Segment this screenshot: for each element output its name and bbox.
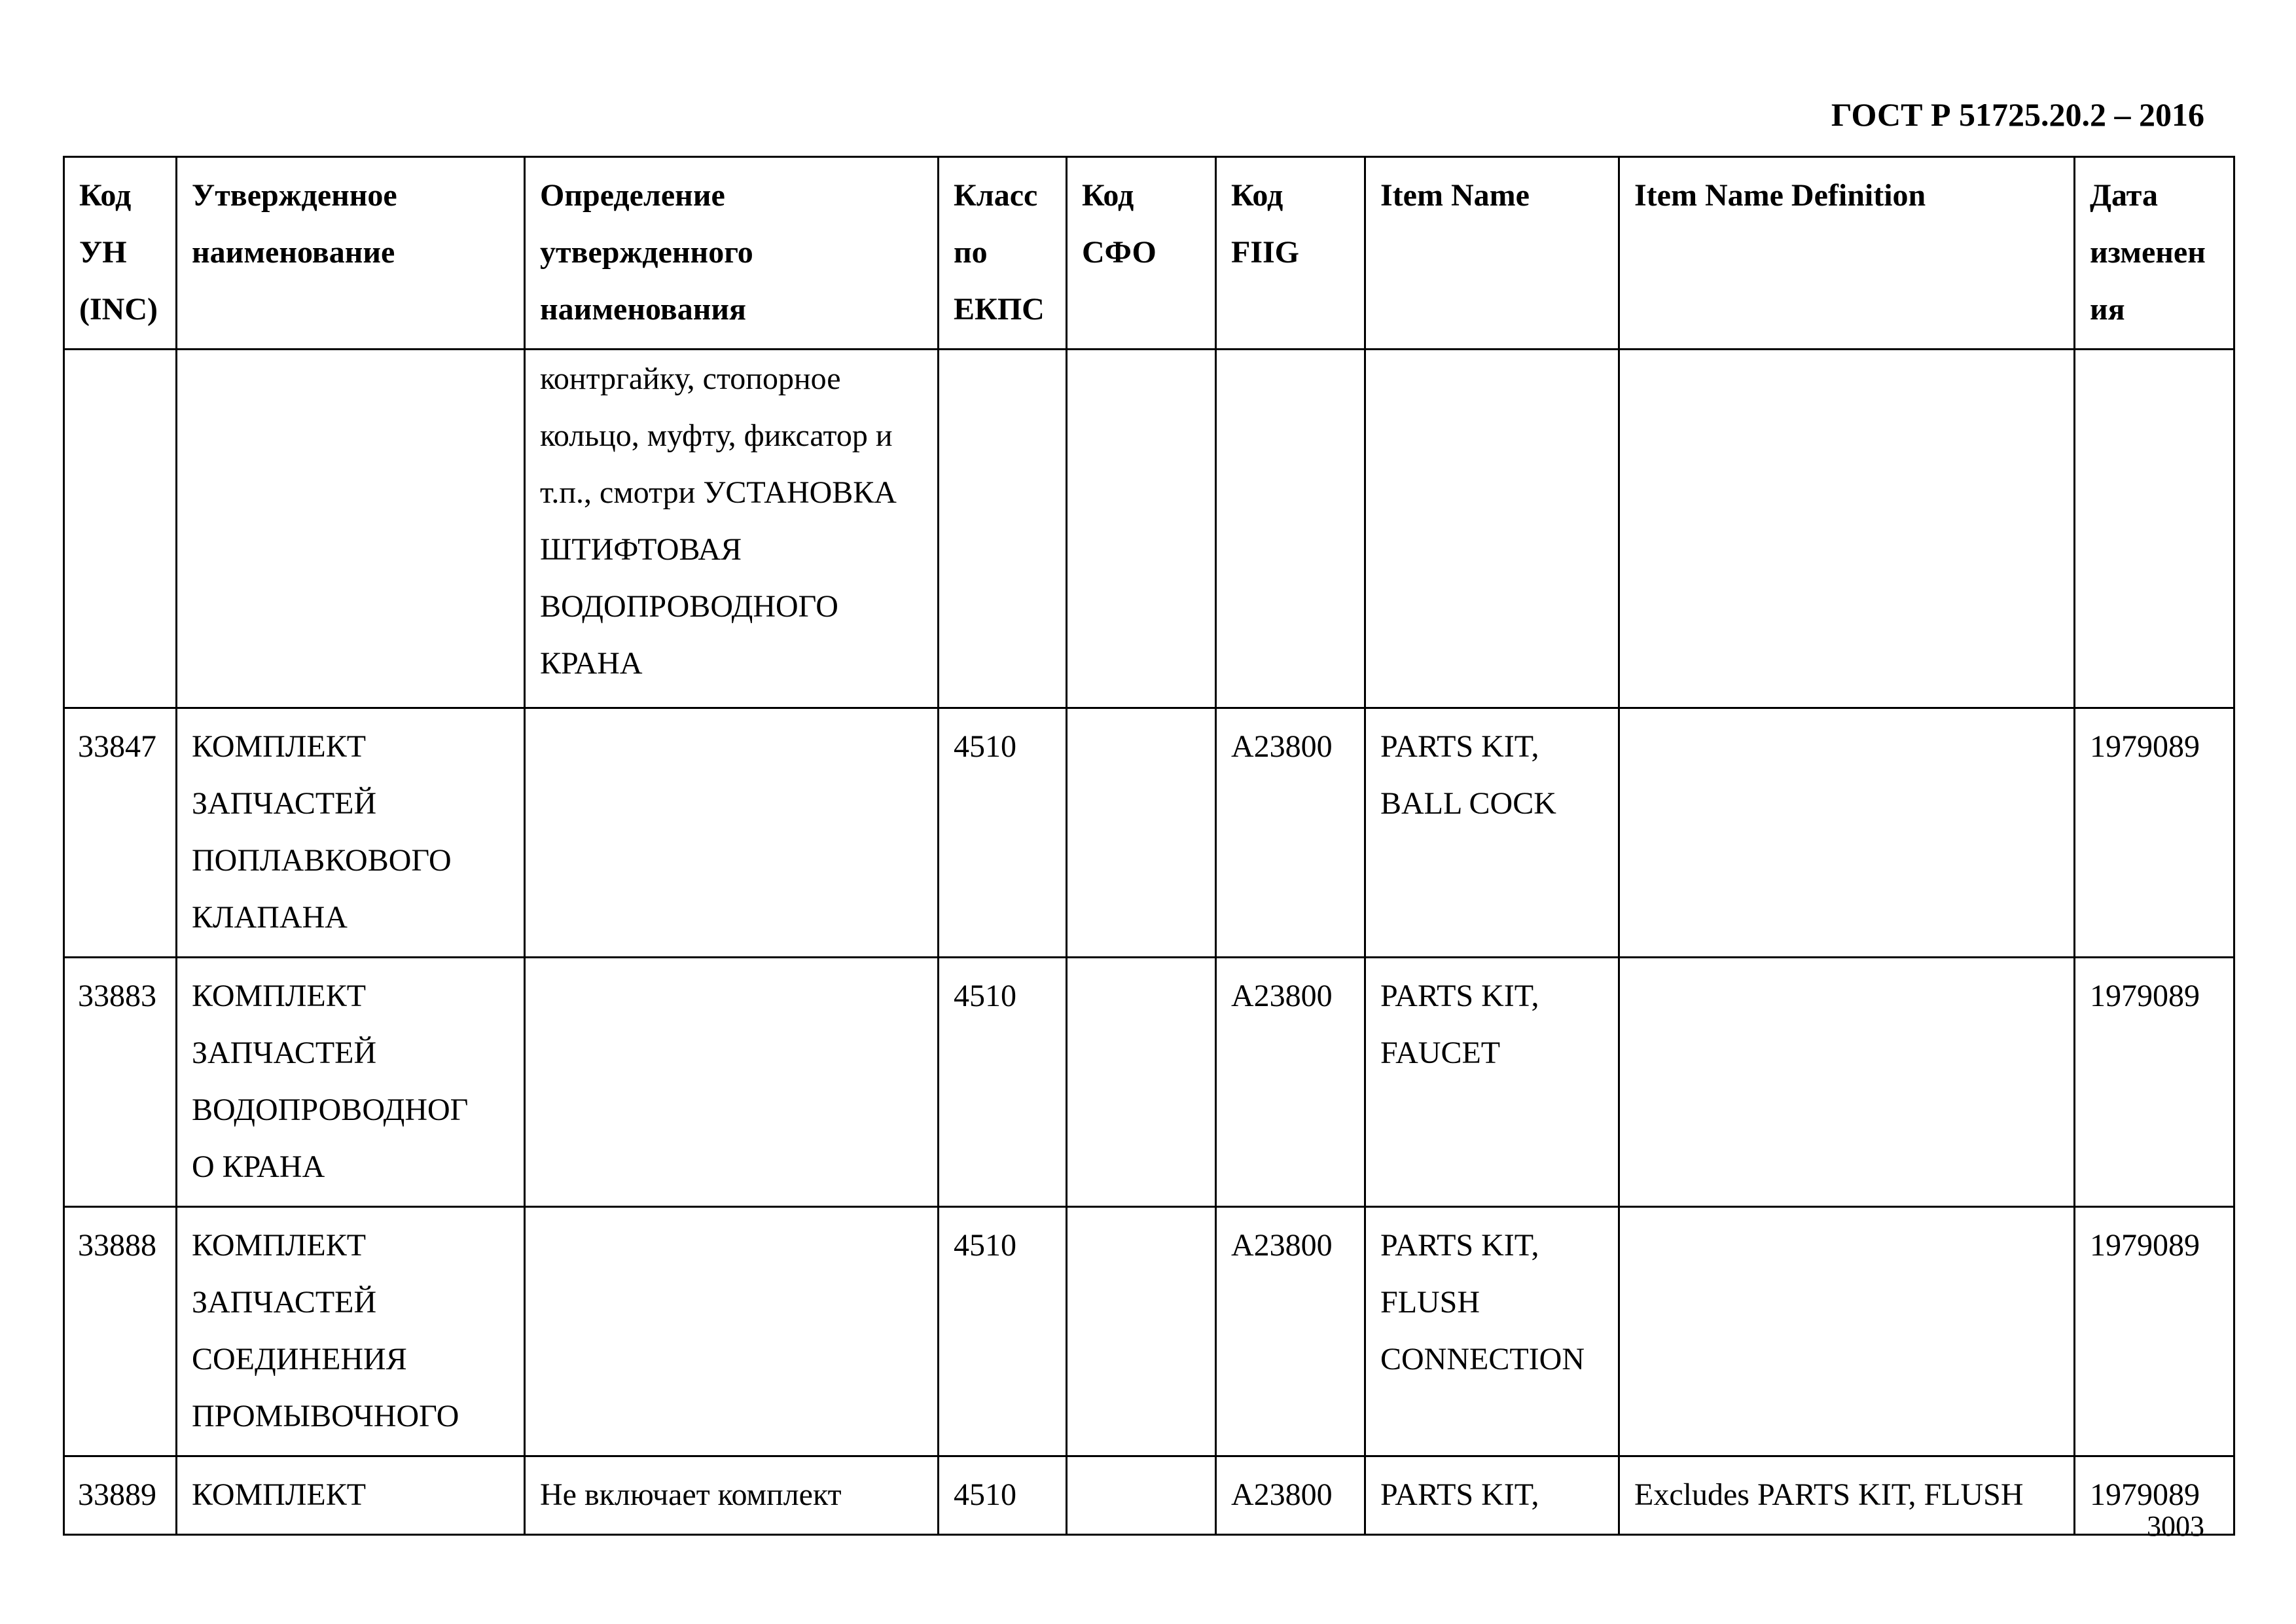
page-number: 3003 — [2147, 1510, 2204, 1542]
cell-name: КОМПЛЕКТ ЗАПЧАСТЕЙ ВОДОПРОВОДНОГ О КРАНА — [177, 958, 525, 1207]
table-header-row — [64, 157, 2234, 350]
cell-class — [939, 350, 1067, 708]
cell-sfo — [1067, 350, 1216, 708]
cell-item-name — [1365, 350, 1619, 708]
document-standard-title: ГОСТ Р 51725.20.2 – 2016 — [1831, 96, 2204, 133]
header-sfo: Код СФО — [1067, 157, 1216, 350]
cell-date — [2075, 350, 2234, 708]
cell-date: 1979089 — [2075, 708, 2234, 958]
cell-inc: 33888 — [64, 1207, 177, 1456]
cell-class: 4510 — [939, 1207, 1067, 1456]
cell-definition: контргайку, стопорное кольцо, муфту, фиксатор и т.п., смотри УСТАНОВКА ШТИФТОВАЯ ВОДОПРОВОДНОГО КРАНА — [525, 350, 939, 708]
cell-item-definition — [1619, 708, 2075, 958]
cell-item-name: PARTS KIT, — [1365, 1456, 1619, 1535]
cell-name: КОМПЛЕКТ ЗАПЧАСТЕЙ ПОПЛАВКОВОГО КЛАПАНА — [177, 708, 525, 958]
cell-class: 4510 — [939, 958, 1067, 1207]
cell-fiig — [1216, 350, 1365, 708]
cell-definition — [525, 708, 939, 958]
table-row — [64, 1207, 2234, 1456]
cell-date: 1979089 — [2075, 1207, 2234, 1456]
cell-sfo — [1067, 1456, 1216, 1535]
table-row-continuation — [64, 350, 2234, 708]
header-fiig: Код FIIG — [1216, 157, 1365, 350]
cell-sfo — [1067, 958, 1216, 1207]
cell-item-name: PARTS KIT, FAUCET — [1365, 958, 1619, 1207]
cell-item-name: PARTS KIT, FLUSH CONNECTION — [1365, 1207, 1619, 1456]
cell-inc: 33883 — [64, 958, 177, 1207]
cell-item-name: PARTS KIT, BALL COCK — [1365, 708, 1619, 958]
cell-fiig: A23800 — [1216, 1207, 1365, 1456]
header-item-name: Item Name — [1365, 157, 1619, 350]
cell-inc: 33889 — [64, 1456, 177, 1535]
cell-name: КОМПЛЕКТ — [177, 1456, 525, 1535]
cell-item-definition: Excludes PARTS KIT, FLUSH — [1619, 1456, 2075, 1535]
cell-class: 4510 — [939, 1456, 1067, 1535]
cell-date: 1979089 — [2075, 958, 2234, 1207]
cell-class: 4510 — [939, 708, 1067, 958]
header-change-date: Дата изменен ия — [2075, 157, 2234, 350]
header-approved-name: Утвержденное наименование — [177, 157, 525, 350]
cell-inc: 33847 — [64, 708, 177, 958]
cell-item-definition — [1619, 958, 2075, 1207]
header-definition: Определение утвержденного наименования — [525, 157, 939, 350]
table-row — [64, 958, 2234, 1207]
cell-inc — [64, 350, 177, 708]
cell-item-definition — [1619, 350, 2075, 708]
cell-definition — [525, 1207, 939, 1456]
header-class: Класс по ЕКПС — [939, 157, 1067, 350]
table-row — [64, 1456, 2234, 1535]
nomenclature-table — [63, 156, 2235, 1536]
cell-fiig: A23800 — [1216, 1456, 1365, 1535]
cell-fiig: A23800 — [1216, 958, 1365, 1207]
header-inc: Код УН (INC) — [64, 157, 177, 350]
cell-sfo — [1067, 1207, 1216, 1456]
cell-definition — [525, 958, 939, 1207]
header-item-name-definition: Item Name Definition — [1619, 157, 2075, 350]
cell-date: 1979089 — [2075, 1456, 2234, 1535]
cell-item-definition — [1619, 1207, 2075, 1456]
cell-definition: Не включает комплект — [525, 1456, 939, 1535]
cell-name — [177, 350, 525, 708]
cell-sfo — [1067, 708, 1216, 958]
cell-fiig: A23800 — [1216, 708, 1365, 958]
cell-name: КОМПЛЕКТ ЗАПЧАСТЕЙ СОЕДИНЕНИЯ ПРОМЫВОЧНОГО — [177, 1207, 525, 1456]
table-row — [64, 708, 2234, 958]
